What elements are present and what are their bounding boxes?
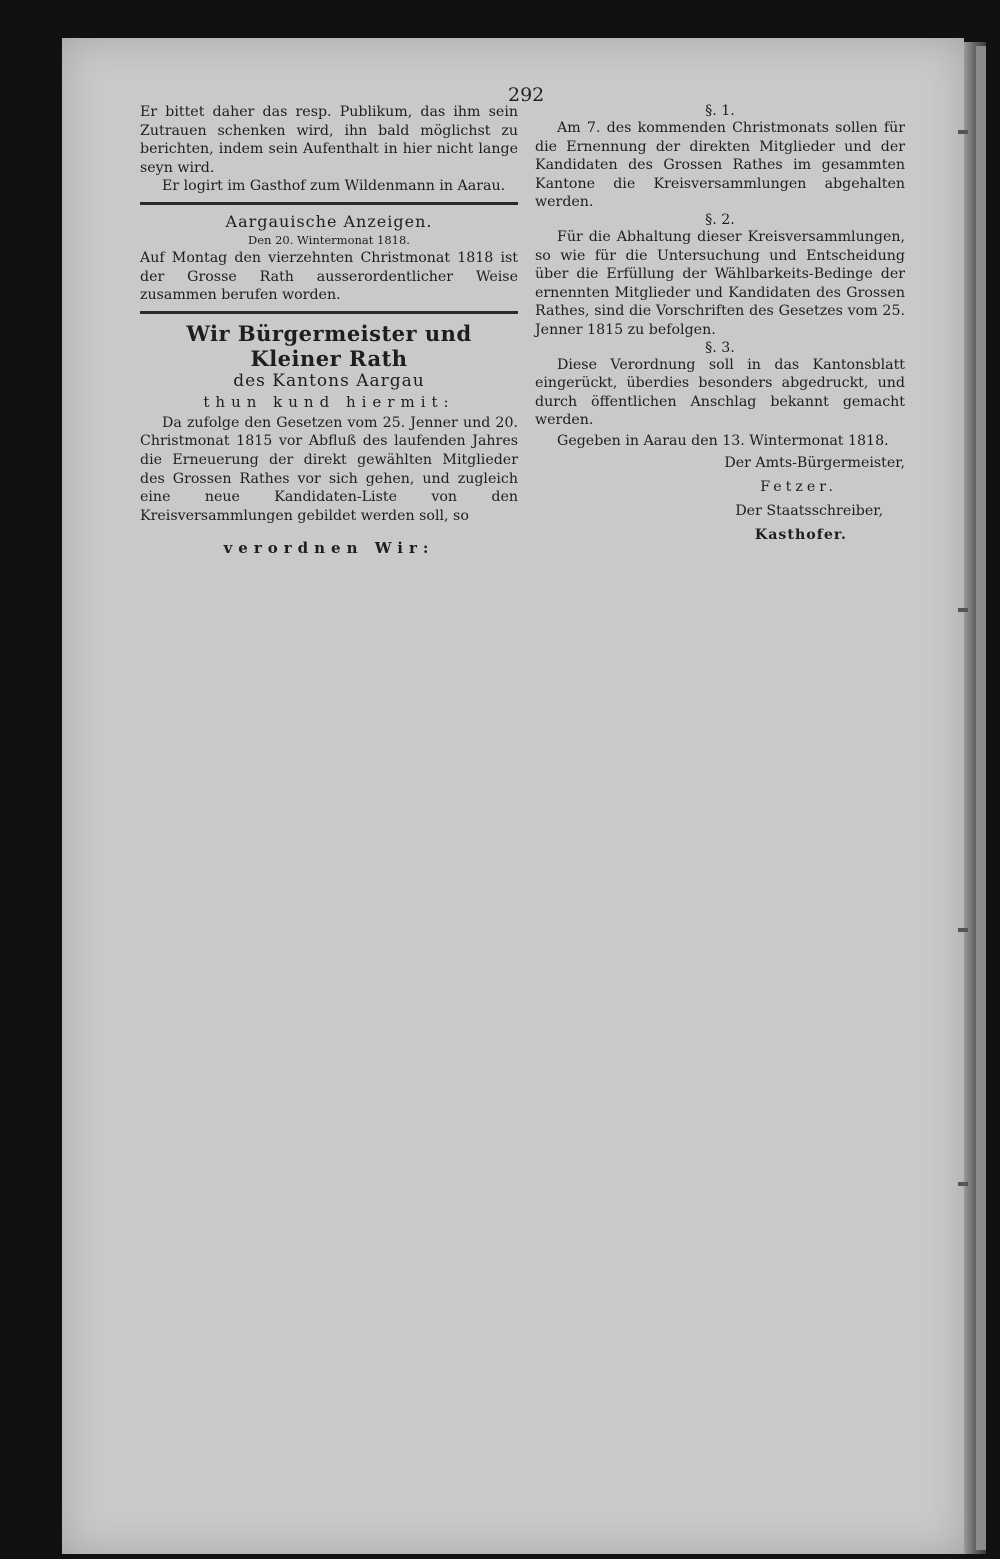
section-text: Für die Abhaltung dieser Kreisversammlungen, so wie für die Untersuchung und Entscheidung über die Erfüllung der Wählbarkeits-Bedinge der ernennten Mitglieder und Kandidaten des Grossen Rathes, sind die Vorschriften des Gesetzes vom 25. Jenner 1815 zu befolgen. <box>535 228 905 338</box>
decree-subtitle: des Kantons Aargau <box>233 370 425 391</box>
section-number: §. 2. <box>705 211 735 228</box>
divider-rule <box>140 311 518 314</box>
decree-title: Wir Bürgermeister und Kleiner Rath <box>186 320 472 371</box>
left-column <box>140 103 518 557</box>
section-text: Diese Verordnung soll in das Kantonsblatt eingerückt, überdies besonders abgedruckt, und durch öffentlichen Anschlag bekannt gemacht werden. <box>535 356 905 429</box>
divider-rule <box>140 202 518 205</box>
decree-preamble: Da zufolge den Gesetzen vom 25. Jenner und 20. Christmonat 1815 vor Abfluß des laufenden Jahres die Erneuerung der direkt gewählten Mitglieder des Grossen Rathes vor sich gehen, und zugleich eine neue Kandidaten-Liste von den Kreisversammlungen gebildet werden soll, so <box>140 414 518 524</box>
signature-name-secretary: Kasthofer. <box>754 526 847 543</box>
intro-paragraph: Er bittet daher das resp. Publikum, das ihm sein Zutrauen schenken wird, ihn bald möglichst zu berichten, indem sein Aufenthalt in hier nicht lange seyn wird. <box>140 104 518 176</box>
binding-stitch <box>958 928 968 932</box>
notices-heading: Aargauische Anzeigen. <box>225 211 433 231</box>
decree-ordain: verordnen Wir: <box>223 539 435 558</box>
binding-stitch <box>958 1182 968 1186</box>
notices-date: Den 20. Wintermonat 1818. <box>248 232 410 247</box>
signature-title-secretary: Der Staatsschreiber, <box>735 502 883 519</box>
section-text: Am 7. des kommenden Christmonats sollen für die Ernennung der direkten Mitglieder und der Kandidaten des Grossen Rathes im gesammten Kantone die Kreisversammlungen abgehalten werden. <box>535 120 905 211</box>
given-line: Gegeben in Aarau den 13. Wintermonat 1818. <box>557 432 889 449</box>
page-number: 292 <box>508 84 545 106</box>
right-column <box>535 103 905 547</box>
signature-title-mayor: Der Amts-Bürgermeister, <box>724 454 905 471</box>
page-edge-inner <box>976 46 986 1550</box>
binding-stitch <box>958 608 968 612</box>
decree-announce: thun kund hiermit: <box>203 392 455 411</box>
intro-paragraph-2: Er logirt im Gasthof zum Wildenmann in Aarau. <box>162 178 506 195</box>
section-number: §. 3. <box>705 339 735 356</box>
notices-text: Auf Montag den vierzehnten Christmonat 1818 ist der Grosse Rath ausserordentlicher Weise zusammen berufen worden. <box>140 249 518 304</box>
section-number: §. 1. <box>705 103 735 119</box>
signature-name-mayor: Fetzer. <box>760 478 837 495</box>
binding-stitch <box>958 130 968 134</box>
